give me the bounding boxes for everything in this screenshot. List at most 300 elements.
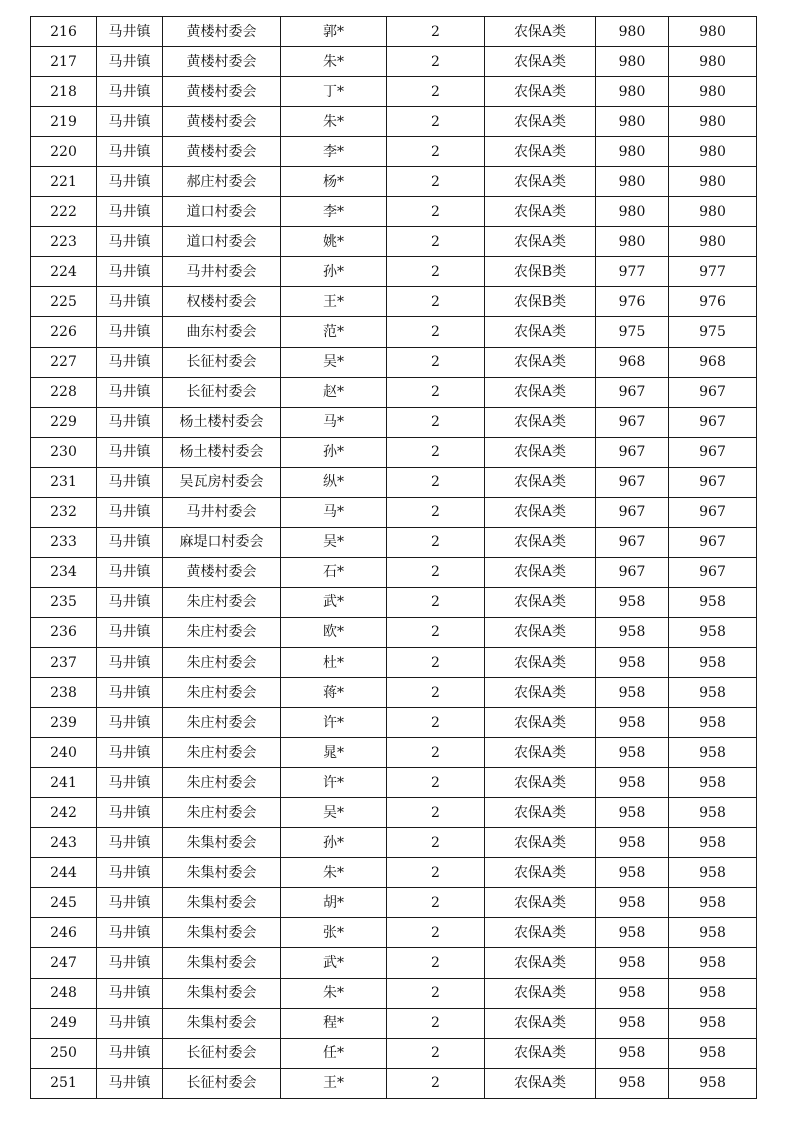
insurance-category-cell: 农保A类: [485, 768, 596, 798]
insurance-category-cell: 农保A类: [485, 317, 596, 347]
standard-amount-cell: 958: [596, 617, 669, 647]
row-number-cell: 221: [31, 167, 97, 197]
insurance-category-cell: 农保A类: [485, 167, 596, 197]
person-name-cell: 朱*: [281, 978, 387, 1008]
insurance-category-cell: 农保A类: [485, 828, 596, 858]
person-name-cell: 孙*: [281, 828, 387, 858]
town-cell: 马井镇: [97, 858, 163, 888]
person-name-cell: 吴*: [281, 347, 387, 377]
table-row: [31, 257, 757, 287]
count-cell: 2: [387, 287, 485, 317]
town-cell: 马井镇: [97, 587, 163, 617]
count-cell: 2: [387, 77, 485, 107]
person-name-cell: 任*: [281, 1038, 387, 1068]
payment-amount-cell: 958: [669, 647, 757, 677]
table-row: [31, 948, 757, 978]
payment-amount-cell: 958: [669, 918, 757, 948]
count-cell: 2: [387, 557, 485, 587]
table-row: [31, 828, 757, 858]
count-cell: 2: [387, 768, 485, 798]
row-number-cell: 243: [31, 828, 97, 858]
row-number-cell: 250: [31, 1038, 97, 1068]
person-name-cell: 杜*: [281, 647, 387, 677]
standard-amount-cell: 980: [596, 137, 669, 167]
standard-amount-cell: 958: [596, 738, 669, 768]
standard-amount-cell: 958: [596, 828, 669, 858]
payment-amount-cell: 968: [669, 347, 757, 377]
person-name-cell: 程*: [281, 1008, 387, 1038]
person-name-cell: 蒋*: [281, 678, 387, 708]
town-cell: 马井镇: [97, 377, 163, 407]
village-committee-cell: 黄楼村委会: [163, 47, 281, 77]
row-number-cell: 242: [31, 798, 97, 828]
person-name-cell: 吴*: [281, 527, 387, 557]
count-cell: 2: [387, 978, 485, 1008]
table-row: [31, 858, 757, 888]
town-cell: 马井镇: [97, 437, 163, 467]
standard-amount-cell: 980: [596, 197, 669, 227]
town-cell: 马井镇: [97, 948, 163, 978]
village-committee-cell: 朱庄村委会: [163, 708, 281, 738]
table-row: [31, 1068, 757, 1098]
count-cell: 2: [387, 167, 485, 197]
payment-amount-cell: 958: [669, 978, 757, 1008]
row-number-cell: 224: [31, 257, 97, 287]
count-cell: 2: [387, 1068, 485, 1098]
standard-amount-cell: 968: [596, 347, 669, 377]
person-name-cell: 王*: [281, 287, 387, 317]
standard-amount-cell: 980: [596, 77, 669, 107]
insurance-category-cell: 农保B类: [485, 257, 596, 287]
count-cell: 2: [387, 137, 485, 167]
town-cell: 马井镇: [97, 197, 163, 227]
payment-amount-cell: 958: [669, 708, 757, 738]
row-number-cell: 231: [31, 467, 97, 497]
person-name-cell: 吴*: [281, 798, 387, 828]
insurance-category-cell: 农保A类: [485, 738, 596, 768]
table-row: [31, 47, 757, 77]
village-committee-cell: 朱集村委会: [163, 888, 281, 918]
payment-amount-cell: 980: [669, 107, 757, 137]
insurance-category-cell: 农保A类: [485, 47, 596, 77]
village-committee-cell: 麻堤口村委会: [163, 527, 281, 557]
row-number-cell: 244: [31, 858, 97, 888]
standard-amount-cell: 958: [596, 678, 669, 708]
table-row: [31, 437, 757, 467]
village-committee-cell: 长征村委会: [163, 1038, 281, 1068]
standard-amount-cell: 975: [596, 317, 669, 347]
payment-amount-cell: 958: [669, 948, 757, 978]
count-cell: 2: [387, 467, 485, 497]
table-row: [31, 1008, 757, 1038]
row-number-cell: 241: [31, 768, 97, 798]
payment-amount-cell: 967: [669, 527, 757, 557]
row-number-cell: 249: [31, 1008, 97, 1038]
table-row: [31, 497, 757, 527]
count-cell: 2: [387, 197, 485, 227]
standard-amount-cell: 980: [596, 107, 669, 137]
count-cell: 2: [387, 1008, 485, 1038]
table-row: [31, 407, 757, 437]
table-row: [31, 107, 757, 137]
standard-amount-cell: 958: [596, 1068, 669, 1098]
insurance-category-cell: 农保A类: [485, 587, 596, 617]
town-cell: 马井镇: [97, 407, 163, 437]
count-cell: 2: [387, 497, 485, 527]
table-row: [31, 888, 757, 918]
person-name-cell: 赵*: [281, 377, 387, 407]
town-cell: 马井镇: [97, 17, 163, 47]
row-number-cell: 219: [31, 107, 97, 137]
insurance-category-cell: 农保A类: [485, 467, 596, 497]
town-cell: 马井镇: [97, 347, 163, 377]
insurance-category-cell: 农保A类: [485, 1038, 596, 1068]
count-cell: 2: [387, 888, 485, 918]
payment-amount-cell: 980: [669, 77, 757, 107]
row-number-cell: 226: [31, 317, 97, 347]
person-name-cell: 姚*: [281, 227, 387, 257]
payment-amount-cell: 980: [669, 167, 757, 197]
payment-amount-cell: 958: [669, 1008, 757, 1038]
row-number-cell: 235: [31, 587, 97, 617]
town-cell: 马井镇: [97, 77, 163, 107]
payment-amount-cell: 958: [669, 617, 757, 647]
payment-amount-cell: 958: [669, 858, 757, 888]
person-name-cell: 朱*: [281, 858, 387, 888]
count-cell: 2: [387, 107, 485, 137]
village-committee-cell: 黄楼村委会: [163, 107, 281, 137]
town-cell: 马井镇: [97, 257, 163, 287]
village-committee-cell: 杨土楼村委会: [163, 407, 281, 437]
payment-amount-cell: 975: [669, 317, 757, 347]
standard-amount-cell: 976: [596, 287, 669, 317]
count-cell: 2: [387, 1038, 485, 1068]
town-cell: 马井镇: [97, 828, 163, 858]
village-committee-cell: 黄楼村委会: [163, 137, 281, 167]
standard-amount-cell: 958: [596, 888, 669, 918]
village-committee-cell: 马井村委会: [163, 257, 281, 287]
person-name-cell: 郭*: [281, 17, 387, 47]
village-committee-cell: 朱集村委会: [163, 858, 281, 888]
row-number-cell: 220: [31, 137, 97, 167]
village-committee-cell: 朱庄村委会: [163, 678, 281, 708]
village-committee-cell: 朱庄村委会: [163, 738, 281, 768]
village-committee-cell: 曲东村委会: [163, 317, 281, 347]
count-cell: 2: [387, 407, 485, 437]
person-name-cell: 马*: [281, 497, 387, 527]
town-cell: 马井镇: [97, 497, 163, 527]
table-row: [31, 798, 757, 828]
count-cell: 2: [387, 678, 485, 708]
table-row: [31, 768, 757, 798]
table-row: [31, 708, 757, 738]
payment-amount-cell: 977: [669, 257, 757, 287]
village-committee-cell: 郝庄村委会: [163, 167, 281, 197]
count-cell: 2: [387, 437, 485, 467]
town-cell: 马井镇: [97, 47, 163, 77]
standard-amount-cell: 967: [596, 527, 669, 557]
person-name-cell: 丁*: [281, 77, 387, 107]
town-cell: 马井镇: [97, 738, 163, 768]
count-cell: 2: [387, 377, 485, 407]
row-number-cell: 230: [31, 437, 97, 467]
standard-amount-cell: 958: [596, 798, 669, 828]
person-name-cell: 范*: [281, 317, 387, 347]
payment-amount-cell: 967: [669, 467, 757, 497]
payment-amount-cell: 980: [669, 17, 757, 47]
person-name-cell: 马*: [281, 407, 387, 437]
count-cell: 2: [387, 647, 485, 677]
table-row: [31, 137, 757, 167]
row-number-cell: 251: [31, 1068, 97, 1098]
table-row: [31, 1038, 757, 1068]
town-cell: 马井镇: [97, 167, 163, 197]
insurance-category-cell: 农保B类: [485, 287, 596, 317]
standard-amount-cell: 958: [596, 858, 669, 888]
person-name-cell: 欧*: [281, 617, 387, 647]
town-cell: 马井镇: [97, 1038, 163, 1068]
roster-sheet: [30, 16, 756, 1099]
village-committee-cell: 朱庄村委会: [163, 617, 281, 647]
village-committee-cell: 朱集村委会: [163, 948, 281, 978]
count-cell: 2: [387, 828, 485, 858]
payment-amount-cell: 958: [669, 738, 757, 768]
person-name-cell: 朱*: [281, 47, 387, 77]
standard-amount-cell: 958: [596, 587, 669, 617]
insurance-category-cell: 农保A类: [485, 347, 596, 377]
insurance-category-cell: 农保A类: [485, 107, 596, 137]
table-row: [31, 527, 757, 557]
row-number-cell: 240: [31, 738, 97, 768]
standard-amount-cell: 967: [596, 437, 669, 467]
standard-amount-cell: 958: [596, 978, 669, 1008]
village-committee-cell: 长征村委会: [163, 1068, 281, 1098]
count-cell: 2: [387, 798, 485, 828]
row-number-cell: 232: [31, 497, 97, 527]
person-name-cell: 石*: [281, 557, 387, 587]
table-row: [31, 587, 757, 617]
row-number-cell: 239: [31, 708, 97, 738]
row-number-cell: 234: [31, 557, 97, 587]
town-cell: 马井镇: [97, 708, 163, 738]
village-committee-cell: 黄楼村委会: [163, 77, 281, 107]
row-number-cell: 222: [31, 197, 97, 227]
village-committee-cell: 杨土楼村委会: [163, 437, 281, 467]
village-committee-cell: 朱集村委会: [163, 828, 281, 858]
standard-amount-cell: 967: [596, 497, 669, 527]
count-cell: 2: [387, 587, 485, 617]
town-cell: 马井镇: [97, 527, 163, 557]
town-cell: 马井镇: [97, 227, 163, 257]
town-cell: 马井镇: [97, 287, 163, 317]
count-cell: 2: [387, 708, 485, 738]
insurance-category-cell: 农保A类: [485, 948, 596, 978]
town-cell: 马井镇: [97, 978, 163, 1008]
payment-amount-cell: 958: [669, 888, 757, 918]
row-number-cell: 248: [31, 978, 97, 1008]
village-committee-cell: 马井村委会: [163, 497, 281, 527]
person-name-cell: 孙*: [281, 437, 387, 467]
count-cell: 2: [387, 257, 485, 287]
table-row: [31, 17, 757, 47]
table-row: [31, 647, 757, 677]
table-row: [31, 197, 757, 227]
town-cell: 马井镇: [97, 617, 163, 647]
village-committee-cell: 权楼村委会: [163, 287, 281, 317]
count-cell: 2: [387, 918, 485, 948]
table-row: [31, 557, 757, 587]
person-name-cell: 李*: [281, 137, 387, 167]
standard-amount-cell: 967: [596, 467, 669, 497]
row-number-cell: 247: [31, 948, 97, 978]
row-number-cell: 217: [31, 47, 97, 77]
row-number-cell: 225: [31, 287, 97, 317]
insurance-category-cell: 农保A类: [485, 978, 596, 1008]
row-number-cell: 237: [31, 647, 97, 677]
table-row: [31, 678, 757, 708]
person-name-cell: 张*: [281, 918, 387, 948]
person-name-cell: 杨*: [281, 167, 387, 197]
standard-amount-cell: 958: [596, 1038, 669, 1068]
village-committee-cell: 道口村委会: [163, 227, 281, 257]
person-name-cell: 许*: [281, 708, 387, 738]
village-committee-cell: 长征村委会: [163, 347, 281, 377]
table-row: [31, 377, 757, 407]
payment-amount-cell: 958: [669, 1068, 757, 1098]
payment-amount-cell: 976: [669, 287, 757, 317]
table-row: [31, 738, 757, 768]
standard-amount-cell: 958: [596, 708, 669, 738]
standard-amount-cell: 958: [596, 1008, 669, 1038]
person-name-cell: 朱*: [281, 107, 387, 137]
row-number-cell: 227: [31, 347, 97, 377]
insurance-category-cell: 农保A类: [485, 617, 596, 647]
insurance-category-cell: 农保A类: [485, 407, 596, 437]
insurance-category-cell: 农保A类: [485, 888, 596, 918]
village-committee-cell: 黄楼村委会: [163, 557, 281, 587]
count-cell: 2: [387, 227, 485, 257]
payment-amount-cell: 958: [669, 587, 757, 617]
insurance-category-cell: 农保A类: [485, 17, 596, 47]
payment-amount-cell: 958: [669, 678, 757, 708]
table-row: [31, 77, 757, 107]
town-cell: 马井镇: [97, 317, 163, 347]
payment-amount-cell: 980: [669, 137, 757, 167]
town-cell: 马井镇: [97, 557, 163, 587]
person-name-cell: 许*: [281, 768, 387, 798]
count-cell: 2: [387, 347, 485, 377]
payment-amount-cell: 980: [669, 197, 757, 227]
person-name-cell: 孙*: [281, 257, 387, 287]
insurance-category-cell: 农保A类: [485, 227, 596, 257]
person-name-cell: 王*: [281, 1068, 387, 1098]
table-row: [31, 347, 757, 377]
insurance-category-cell: 农保A类: [485, 137, 596, 167]
insurance-category-cell: 农保A类: [485, 678, 596, 708]
standard-amount-cell: 980: [596, 167, 669, 197]
payment-amount-cell: 958: [669, 828, 757, 858]
payment-amount-cell: 958: [669, 798, 757, 828]
insurance-category-cell: 农保A类: [485, 708, 596, 738]
standard-amount-cell: 958: [596, 768, 669, 798]
village-committee-cell: 朱集村委会: [163, 1008, 281, 1038]
payment-amount-cell: 967: [669, 437, 757, 467]
standard-amount-cell: 967: [596, 557, 669, 587]
insurance-category-cell: 农保A类: [485, 527, 596, 557]
village-committee-cell: 朱庄村委会: [163, 798, 281, 828]
insurance-category-cell: 农保A类: [485, 647, 596, 677]
insurance-category-cell: 农保A类: [485, 1008, 596, 1038]
village-committee-cell: 朱庄村委会: [163, 587, 281, 617]
insurance-category-cell: 农保A类: [485, 858, 596, 888]
row-number-cell: 216: [31, 17, 97, 47]
table-row: [31, 467, 757, 497]
village-committee-cell: 朱集村委会: [163, 978, 281, 1008]
standard-amount-cell: 980: [596, 17, 669, 47]
insurance-category-cell: 农保A类: [485, 1068, 596, 1098]
payment-amount-cell: 967: [669, 557, 757, 587]
count-cell: 2: [387, 738, 485, 768]
table-row: [31, 918, 757, 948]
table-row: [31, 167, 757, 197]
table-row: [31, 617, 757, 647]
person-name-cell: 李*: [281, 197, 387, 227]
person-name-cell: 晁*: [281, 738, 387, 768]
insurance-category-cell: 农保A类: [485, 197, 596, 227]
insurance-category-cell: 农保A类: [485, 437, 596, 467]
row-number-cell: 228: [31, 377, 97, 407]
town-cell: 马井镇: [97, 647, 163, 677]
town-cell: 马井镇: [97, 137, 163, 167]
standard-amount-cell: 980: [596, 47, 669, 77]
insurance-category-cell: 农保A类: [485, 77, 596, 107]
village-committee-cell: 朱集村委会: [163, 918, 281, 948]
village-committee-cell: 朱庄村委会: [163, 768, 281, 798]
count-cell: 2: [387, 17, 485, 47]
town-cell: 马井镇: [97, 888, 163, 918]
person-name-cell: 胡*: [281, 888, 387, 918]
village-committee-cell: 道口村委会: [163, 197, 281, 227]
table-row: [31, 317, 757, 347]
row-number-cell: 246: [31, 918, 97, 948]
count-cell: 2: [387, 948, 485, 978]
row-number-cell: 238: [31, 678, 97, 708]
town-cell: 马井镇: [97, 918, 163, 948]
town-cell: 马井镇: [97, 798, 163, 828]
town-cell: 马井镇: [97, 1068, 163, 1098]
village-committee-cell: 黄楼村委会: [163, 17, 281, 47]
standard-amount-cell: 967: [596, 407, 669, 437]
roster-table: [30, 16, 757, 1099]
insurance-category-cell: 农保A类: [485, 798, 596, 828]
row-number-cell: 236: [31, 617, 97, 647]
count-cell: 2: [387, 527, 485, 557]
row-number-cell: 223: [31, 227, 97, 257]
town-cell: 马井镇: [97, 768, 163, 798]
town-cell: 马井镇: [97, 107, 163, 137]
insurance-category-cell: 农保A类: [485, 918, 596, 948]
standard-amount-cell: 977: [596, 257, 669, 287]
standard-amount-cell: 958: [596, 918, 669, 948]
insurance-category-cell: 农保A类: [485, 377, 596, 407]
payment-amount-cell: 967: [669, 407, 757, 437]
row-number-cell: 233: [31, 527, 97, 557]
town-cell: 马井镇: [97, 678, 163, 708]
person-name-cell: 纵*: [281, 467, 387, 497]
standard-amount-cell: 980: [596, 227, 669, 257]
roster-body: [31, 17, 757, 1099]
count-cell: 2: [387, 47, 485, 77]
